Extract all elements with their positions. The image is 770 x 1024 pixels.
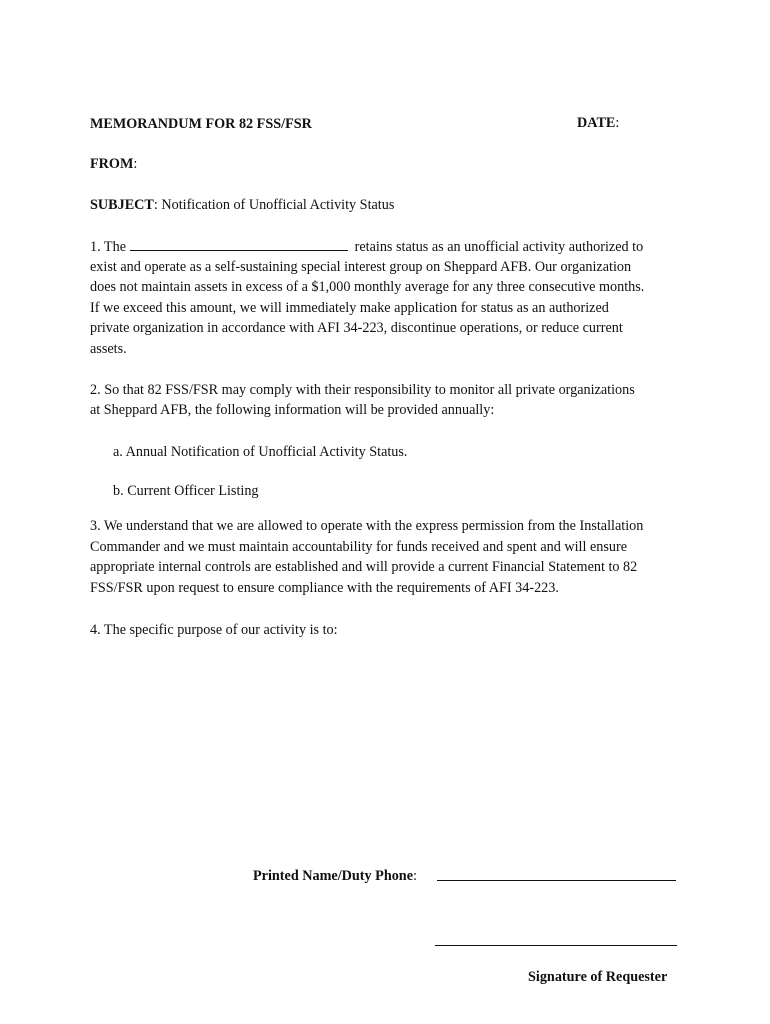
list-item: b. Current Officer Listing bbox=[113, 483, 259, 499]
printed-name-field[interactable] bbox=[437, 880, 676, 881]
subject-line bbox=[90, 195, 394, 216]
from-label: FROM bbox=[90, 156, 134, 172]
paragraph-1-line: does not maintain assets in excess of a $1,000 monthly average for any three consecutive months. bbox=[90, 279, 645, 295]
subject-label: SUBJECT bbox=[90, 197, 154, 213]
memo-to-line bbox=[90, 114, 312, 135]
paragraph-3-line: FSS/FSR upon request to ensure compliance with the requirements of AFI 34-223. bbox=[90, 580, 559, 596]
date-line: DATE: bbox=[577, 115, 620, 131]
paragraph-1-line: exist and operate as a self-sustaining special interest group on Sheppard AFB. Our organization bbox=[90, 259, 632, 275]
list-item: a. Annual Notification of Unofficial Activity Status. bbox=[113, 444, 408, 460]
paragraph-2-line: at Sheppard AFB, the following information will be provided annually: bbox=[90, 402, 495, 418]
paragraph-1-line: private organization in accordance with AFI 34-223, discontinue operations, or reduce current bbox=[90, 320, 623, 336]
date-label: DATE bbox=[577, 115, 616, 131]
printed-name-label-line: Printed Name/Duty Phone: bbox=[253, 868, 417, 884]
paragraph-3-line: 3. We understand that we are allowed to operate with the express permission from the Installation bbox=[90, 518, 644, 534]
paragraph-3-line: appropriate internal controls are established and will provide a current Financial Statement to 82 bbox=[90, 559, 638, 575]
printed-name-label: Printed Name/Duty Phone bbox=[253, 868, 413, 884]
paragraph-3-line: Commander and we must maintain accountability for funds received and spent and will ensure bbox=[90, 539, 627, 555]
paragraph-1-line: assets. bbox=[90, 341, 127, 357]
paragraph-4: 4. The specific purpose of our activity is to: bbox=[90, 622, 338, 638]
subject-text: : Notification of Unofficial Activity Status bbox=[153, 197, 395, 213]
paragraph-1-first-line: 1. The retains status as an unofficial activity authorized to bbox=[90, 236, 643, 258]
paragraph-1-line: If we exceed this amount, we will immediately make application for status as an authorized bbox=[90, 300, 609, 316]
signature-label-line bbox=[528, 967, 667, 988]
paragraph-2-line: 2. So that 82 FSS/FSR may comply with their responsibility to monitor all private organizations bbox=[90, 382, 635, 398]
organization-name-blank[interactable] bbox=[130, 236, 348, 251]
memo-label: MEMORANDUM FOR 82 FSS/FSR bbox=[90, 116, 312, 132]
from-line: FROM: bbox=[90, 156, 138, 172]
signature-field[interactable] bbox=[435, 945, 677, 946]
signature-label: Signature of Requester bbox=[528, 969, 668, 985]
